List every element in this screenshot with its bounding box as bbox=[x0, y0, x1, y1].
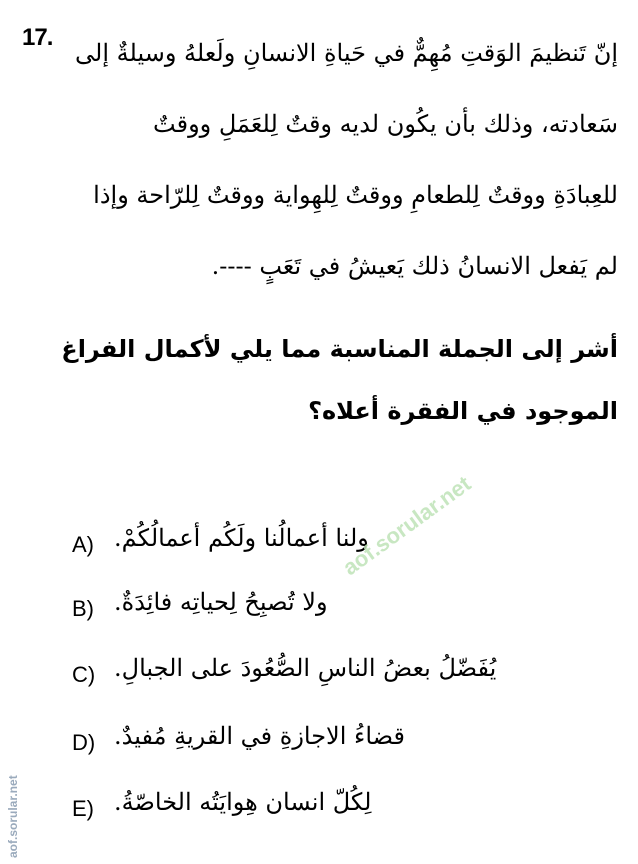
option-text: ولنا أعمالُنا ولَكُم أعمالُكُمْ. bbox=[114, 524, 369, 552]
question-prompt bbox=[22, 318, 618, 442]
side-watermark: aof.sorular.net bbox=[6, 775, 20, 858]
passage-line: إنّ تَنظيمَ الوَقتِ مُهِمٌّ في حَياةِ الانسانِ ولَعلهُ وسيلةٌ إلى bbox=[75, 39, 618, 67]
option-text: لِكُلّ انسان هِوايَتُه الخاصّةُ. bbox=[114, 788, 372, 816]
option-text: يُفَضّلُ بعضُ الناسِ الصُّعُودَ على الجبالِ. bbox=[114, 654, 497, 682]
option-letter: A) bbox=[72, 532, 94, 557]
option-c[interactable] bbox=[72, 646, 632, 706]
option-d[interactable] bbox=[72, 714, 632, 774]
passage-line: للعِبادَةِ ووقتٌ لِلطعامِ ووقتٌ لِلهِواية ووقتٌ لِلرّاحة وإذا bbox=[93, 181, 618, 209]
option-letter: C) bbox=[72, 662, 96, 687]
question-line: أشر إلى الجملة المناسبة مما يلي لأكمال الفراغ bbox=[61, 335, 618, 363]
option-text: ولا تُصبِحُ لِحياتِه فائِدَةٌ. bbox=[114, 588, 328, 616]
option-text: قضاءُ الاجازةِ في القريةِ مُفيدٌ. bbox=[114, 722, 405, 750]
passage-line: سَعادته، وذلك بأن يكُون لديه وقتٌ لِلعَمَلِ ووقتٌ bbox=[153, 110, 618, 138]
question-line: الموجود في الفقرة أعلاه؟ bbox=[308, 397, 618, 425]
option-letter: D) bbox=[72, 730, 96, 755]
passage-text bbox=[58, 18, 618, 302]
option-letter: E) bbox=[72, 796, 94, 821]
option-letter: B) bbox=[72, 596, 94, 621]
passage-line: لم يَفعل الانسانُ ذلك يَعيشُ في تَعَبٍ ----. bbox=[211, 252, 618, 280]
option-e[interactable] bbox=[72, 780, 632, 840]
option-b[interactable] bbox=[72, 580, 632, 640]
question-number: 17. bbox=[22, 24, 53, 51]
site-watermark: aof.sorular.net bbox=[338, 470, 476, 581]
